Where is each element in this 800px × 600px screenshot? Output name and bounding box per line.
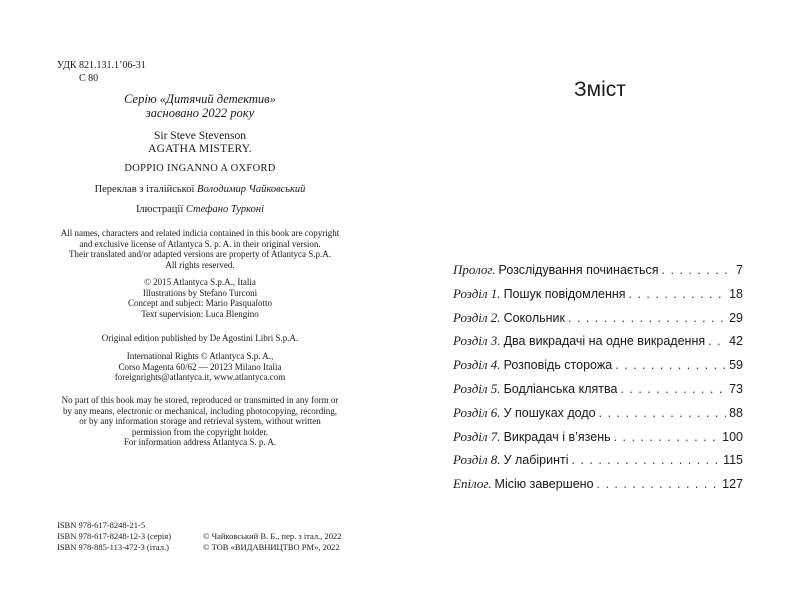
isbn-line: ISBN 978-885-113-472-3 (італ.) — [57, 542, 169, 552]
illustrator-name: Стефано Турконі — [185, 204, 265, 215]
text-line: Text supervision: Luca Blengino — [141, 308, 259, 319]
author-mark: С 80 — [79, 73, 99, 84]
text-line: No part of this book may be stored, reproduced or transmitted in any form or — [61, 395, 339, 405]
toc-entry-chapter-1[interactable] — [453, 286, 743, 310]
toc-entry-lead: Епілог. — [453, 476, 492, 492]
toc-leader-dots — [662, 263, 734, 277]
toc-entry-title: У пошуках додо — [503, 405, 596, 420]
toc-entry-page: 73 — [729, 381, 743, 396]
toc-entry-page: 115 — [723, 453, 743, 468]
toc-leader-dots — [615, 358, 726, 372]
toc-entry-title: Сокольник — [503, 310, 565, 325]
text-line: For information address Atlantyca S. p. A. — [123, 437, 277, 448]
toc-entry-lead: Розділ 1. — [453, 285, 501, 301]
toc-entry-lead: Розділ 5. — [453, 380, 501, 396]
translator-name: Володимир Чайковський — [197, 184, 306, 195]
toc-entry-title: Два викрадачі на одне викрадення — [503, 334, 706, 349]
table-of-contents — [453, 262, 743, 500]
toc-entry-chapter-7[interactable] — [453, 429, 743, 453]
text-line: Concept and subject: Mario Pasqualotto — [128, 298, 272, 309]
toc-entry-lead: Розділ 4. — [453, 357, 501, 373]
toc-entry-lead: Розділ 2. — [453, 309, 501, 325]
copyright-line: © Чайковський В. Б., пер. з італ., 2022 — [203, 531, 342, 541]
text-line: Illustrations by Stefano Turconi — [142, 287, 258, 298]
toc-entry-chapter-2[interactable] — [453, 310, 743, 334]
toc-entry-lead: Розділ 7. — [453, 428, 501, 444]
series-line: Серію «Дитячий детектив» — [124, 92, 276, 106]
ukrainian-copyright — [203, 531, 341, 553]
isbn-line: ISBN 978-617-8248-12-3 (серія) — [57, 531, 172, 541]
toc-entry-title: Розслідування починається — [498, 263, 659, 277]
toc-entry-epilogue[interactable] — [453, 476, 743, 500]
toc-entry-page: 42 — [729, 334, 743, 349]
toc-leader-dots — [599, 406, 726, 420]
text-line: Corso Magenta 60/62 — 20123 Milano Italia — [118, 361, 282, 372]
toc-entry-title: Викрадач і в’язень — [503, 429, 611, 444]
toc-entry-chapter-8[interactable] — [453, 452, 743, 476]
text-line: © 2015 Atlantyca S.p.A., Italia — [144, 277, 256, 287]
toc-entry-page: 88 — [729, 405, 743, 420]
isbn-list — [57, 520, 171, 553]
text-line: foreignrights@atlantyca.it, www.atlantyca.com — [114, 372, 286, 383]
series-line: засновано 2022 року — [145, 106, 255, 120]
toc-entry-prologue[interactable] — [453, 262, 743, 286]
toc-entry-page: 29 — [729, 310, 743, 325]
toc-entry-chapter-5[interactable] — [453, 381, 743, 405]
toc-entry-chapter-3[interactable] — [453, 333, 743, 357]
toc-entry-page: 18 — [729, 286, 743, 301]
toc-entry-chapter-4[interactable] — [453, 357, 743, 381]
text-line: All rights reserved. — [165, 259, 235, 270]
text-line: by any means, electronic or mechanical, including photocopying, recording, — [63, 405, 337, 416]
toc-leader-dots — [708, 334, 726, 348]
translation-credit — [50, 184, 350, 196]
illustration-credit — [50, 204, 350, 216]
original-author: Sir Steve Stevenson — [154, 130, 246, 142]
toc-entry-lead: Розділ 6. — [453, 404, 501, 420]
toc-entry-title: У лабіринті — [503, 453, 569, 468]
toc-entry-page: 59 — [729, 358, 743, 373]
contents-heading: Зміст — [574, 78, 626, 101]
text-line: and exclusive license of Atlantyca S. p. A. in their original version. — [79, 238, 321, 249]
toc-entry-title: Пошук повідомлення — [503, 286, 626, 301]
toc-entry-lead: Розділ 8. — [453, 452, 501, 468]
toc-leader-dots — [620, 382, 726, 396]
toc-entry-page: 127 — [722, 477, 743, 492]
translation-label: Переклав з італійської — [94, 184, 195, 195]
international-rights — [50, 351, 350, 383]
copyright-line: © ТОВ «ВИДАВНИЦТВО РМ», 2022 — [203, 542, 340, 552]
text-line: All names, characters and related indicia contained in this book are copyright — [60, 228, 340, 238]
text-line: Their translated and/or adapted versions are property of Atlantyca S.p.A. — [69, 249, 331, 260]
toc-entry-chapter-6[interactable] — [453, 405, 743, 429]
toc-entry-title: Бодліанська клятва — [503, 381, 618, 396]
toc-entry-lead: Пролог. — [453, 262, 496, 277]
toc-entry-page: 100 — [722, 429, 743, 444]
toc-entry-title: Розповідь сторожа — [503, 358, 613, 373]
toc-entry-lead: Розділ 3. — [453, 333, 501, 349]
text-line: International Rights © Atlantyca S.p. A., — [126, 351, 274, 361]
original-title: AGATHA MISTERY. — [148, 143, 252, 155]
original-edition: Original edition published by De Agostini Libri S.p.A. — [101, 333, 299, 343]
toc-entry-title: Місію завершено — [494, 477, 594, 492]
isbn-line: ISBN 978-617-8248-21-5 — [57, 520, 146, 530]
toc-leader-dots — [629, 287, 727, 301]
original-subtitle: DOPPIO INGANNO A OXFORD — [124, 163, 276, 174]
toc-leader-dots — [597, 477, 720, 491]
copyright-block — [50, 277, 350, 319]
toc-leader-dots — [568, 311, 726, 325]
toc-entry-page: 7 — [736, 263, 743, 277]
rights-notice — [50, 228, 350, 270]
text-line: or by any information storage and retrieval system, without written — [79, 416, 321, 427]
udk-code: УДК 821.131.1’06-31 — [57, 60, 146, 71]
series-note — [50, 92, 350, 120]
toc-leader-dots — [614, 430, 720, 444]
no-reproduction-notice — [50, 395, 350, 448]
illustration-label: Ілюстрації — [135, 204, 184, 215]
text-line: permission from the copyright holder. — [131, 426, 269, 437]
toc-leader-dots — [572, 453, 721, 467]
